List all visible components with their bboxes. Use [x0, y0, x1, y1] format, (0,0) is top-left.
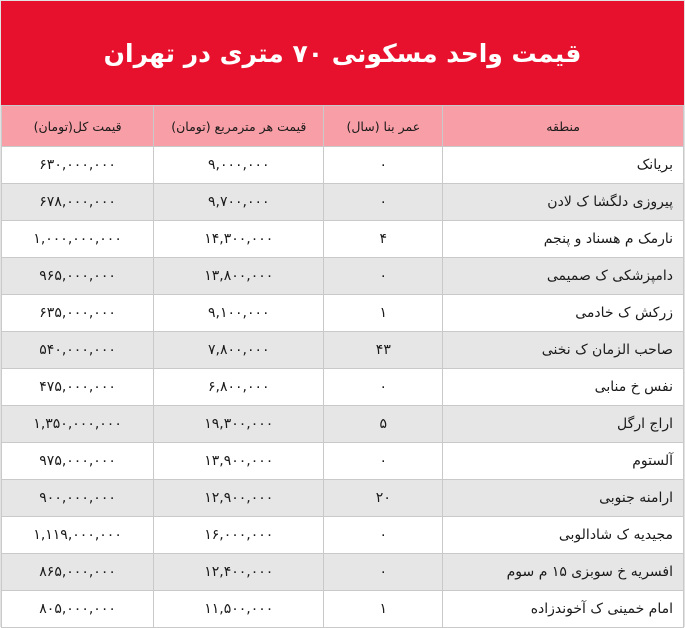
total-price-cell: ۹۷۵,۰۰۰,۰۰۰	[2, 443, 154, 480]
total-price-cell: ۶۳۵,۰۰۰,۰۰۰	[2, 295, 154, 332]
total-price-cell: ۸۶۵,۰۰۰,۰۰۰	[2, 554, 154, 591]
table-row	[2, 332, 684, 369]
table-row	[2, 554, 684, 591]
price-per-meter-cell: ۱۱,۵۰۰,۰۰۰	[154, 591, 324, 628]
age-cell: ۴	[324, 221, 443, 258]
total-price-cell: ۸۰۵,۰۰۰,۰۰۰	[2, 591, 154, 628]
region-cell: بریانک	[443, 147, 684, 184]
region-cell: ارامنه جنوبی	[443, 480, 684, 517]
total-price-cell: ۶۳۰,۰۰۰,۰۰۰	[2, 147, 154, 184]
table-header-row	[2, 106, 684, 147]
table-row	[2, 591, 684, 628]
table-row	[2, 258, 684, 295]
price-per-meter-cell: ۹,۰۰۰,۰۰۰	[154, 147, 324, 184]
price-per-meter-cell: ۶,۸۰۰,۰۰۰	[154, 369, 324, 406]
region-cell: نفس خ منابی	[443, 369, 684, 406]
region-cell: مجیدیه ک شادالوبی	[443, 517, 684, 554]
total-price-cell: ۱,۳۵۰,۰۰۰,۰۰۰	[2, 406, 154, 443]
region-cell: امام خمینی ک آخوندزاده	[443, 591, 684, 628]
total-price-cell: ۱,۰۰۰,۰۰۰,۰۰۰	[2, 221, 154, 258]
title-banner	[1, 1, 684, 105]
price-per-meter-cell: ۷,۸۰۰,۰۰۰	[154, 332, 324, 369]
total-price-cell: ۴۷۵,۰۰۰,۰۰۰	[2, 369, 154, 406]
table-row	[2, 221, 684, 258]
price-per-meter-cell: ۱۲,۴۰۰,۰۰۰	[154, 554, 324, 591]
age-cell: ۰	[324, 443, 443, 480]
price-table	[1, 105, 684, 628]
column-header-price-per-meter: قیمت هر مترمربع (تومان)	[154, 106, 324, 147]
age-cell: ۰	[324, 369, 443, 406]
age-cell: ۱	[324, 295, 443, 332]
age-cell: ۰	[324, 258, 443, 295]
total-price-cell: ۵۴۰,۰۰۰,۰۰۰	[2, 332, 154, 369]
total-price-cell: ۱,۱۱۹,۰۰۰,۰۰۰	[2, 517, 154, 554]
region-cell: افسریه خ سوبزی ۱۵ م سوم	[443, 554, 684, 591]
table-row	[2, 406, 684, 443]
table-row	[2, 480, 684, 517]
column-header-region: منطقه	[443, 106, 684, 147]
age-cell: ۲۰	[324, 480, 443, 517]
total-price-cell: ۹۶۵,۰۰۰,۰۰۰	[2, 258, 154, 295]
total-price-cell: ۶۷۸,۰۰۰,۰۰۰	[2, 184, 154, 221]
price-per-meter-cell: ۱۳,۹۰۰,۰۰۰	[154, 443, 324, 480]
region-cell: دامپزشکی ک صمیمی	[443, 258, 684, 295]
age-cell: ۵	[324, 406, 443, 443]
column-header-age: عمر بنا (سال)	[324, 106, 443, 147]
total-price-cell: ۹۰۰,۰۰۰,۰۰۰	[2, 480, 154, 517]
price-per-meter-cell: ۱۲,۹۰۰,۰۰۰	[154, 480, 324, 517]
price-per-meter-cell: ۹,۷۰۰,۰۰۰	[154, 184, 324, 221]
age-cell: ۰	[324, 517, 443, 554]
region-cell: صاحب الزمان ک نخنی	[443, 332, 684, 369]
table-row	[2, 443, 684, 480]
age-cell: ۱	[324, 591, 443, 628]
price-per-meter-cell: ۹,۱۰۰,۰۰۰	[154, 295, 324, 332]
table-row	[2, 147, 684, 184]
age-cell: ۰	[324, 147, 443, 184]
page-title: قیمت واحد مسکونی ۷۰ متری در تهران	[103, 38, 582, 68]
region-cell: اراج ارگل	[443, 406, 684, 443]
age-cell: ۴۳	[324, 332, 443, 369]
price-per-meter-cell: ۱۴,۳۰۰,۰۰۰	[154, 221, 324, 258]
price-per-meter-cell: ۱۹,۳۰۰,۰۰۰	[154, 406, 324, 443]
table-row	[2, 517, 684, 554]
table-row	[2, 295, 684, 332]
age-cell: ۰	[324, 554, 443, 591]
column-header-total-price: قیمت کل(تومان)	[2, 106, 154, 147]
region-cell: آلستوم	[443, 443, 684, 480]
age-cell: ۰	[324, 184, 443, 221]
table-row	[2, 369, 684, 406]
region-cell: نارمک م هسناد و پنجم	[443, 221, 684, 258]
region-cell: زرکش ک خادمی	[443, 295, 684, 332]
price-per-meter-cell: ۱۳,۸۰۰,۰۰۰	[154, 258, 324, 295]
region-cell: پیروزی دلگشا ک لادن	[443, 184, 684, 221]
table-row	[2, 184, 684, 221]
price-per-meter-cell: ۱۶,۰۰۰,۰۰۰	[154, 517, 324, 554]
